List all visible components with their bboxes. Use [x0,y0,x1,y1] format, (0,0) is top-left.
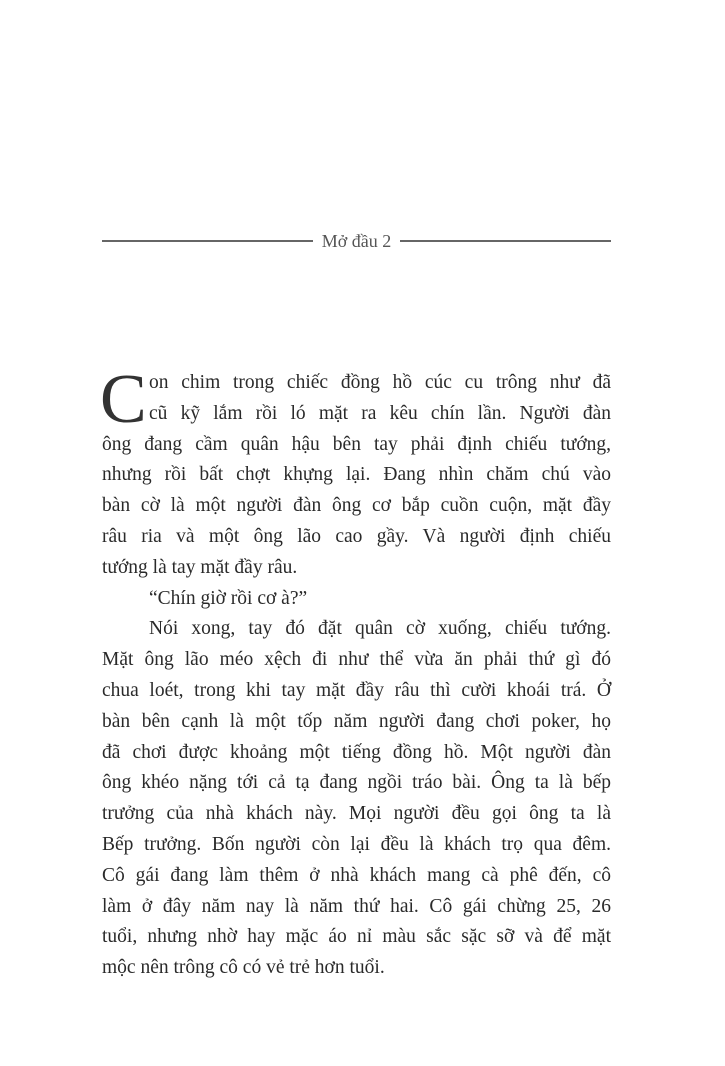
text-line: đã chơi được khoảng một tiếng đồng hồ. Một người đàn [102,741,611,763]
text-line: cũ kỹ lắm rồi ló mặt ra kêu chín lần. Người đàn [149,402,611,424]
text-line: Nói xong, tay đó đặt quân cờ xuống, chiếu tướng. [149,618,611,640]
text-line: on chim trong chiếc đồng hồ cúc cu trông như đã [149,372,611,393]
text-line: ông đang cầm quân hậu bên tay phải định chiếu tướng, [102,433,611,455]
text-line: tuổi, nhưng nhờ hay mặc áo nỉ màu sắc sặc sỡ và để mặt [102,926,611,948]
text-line: mộc nên trông cô có vẻ trẻ hơn tuổi. [102,957,385,979]
paragraph [100,361,611,584]
drop-cap: C [100,361,147,438]
text-line: chua loét, trong khi tay mặt đầy râu thì cười khoái trá. Ở [102,679,611,701]
header-rule-right [400,240,611,242]
text-line: Cô gái đang làm thêm ở nhà khách mang cà phê đến, cô [102,864,611,886]
text-line: ông khéo nặng tới cả tạ đang ngồi tráo bài. Ông ta là bếp [102,772,611,794]
text-line: trưởng của nhà khách này. Mọi người đều gọi ông ta là [102,803,611,825]
paragraph [102,614,611,984]
text-line: Mặt ông lão méo xệch đi như thể vừa ăn phải thứ gì đó [102,649,611,671]
chapter-title: Mở đầu 2 [321,230,392,251]
chapter-body [100,361,611,984]
text-line: Bếp trưởng. Bốn người còn lại đều là khách trọ qua đêm. [102,833,611,855]
text-line: tướng là tay mặt đầy râu. [102,556,298,578]
text-line: bàn cờ là một người đàn ông cơ bắp cuồn cuộn, mặt đầy [102,495,611,517]
text-line: “Chín giờ rồi cơ à?” [149,587,308,609]
chapter-header [102,229,611,253]
text-line: làm ở đây năm nay là năm thứ hai. Cô gái chừng 25, 26 [102,895,611,917]
text-line: nhưng rồi bất chợt khựng lại. Đang nhìn chăm chú vào [102,464,611,486]
text-line: bàn bên cạnh là một tốp năm người đang chơi poker, họ [102,710,611,732]
text-line: râu ria và một ông lão cao gầy. Và người định chiếu [102,525,611,547]
header-rule-left [102,240,313,242]
paragraph [102,584,611,615]
